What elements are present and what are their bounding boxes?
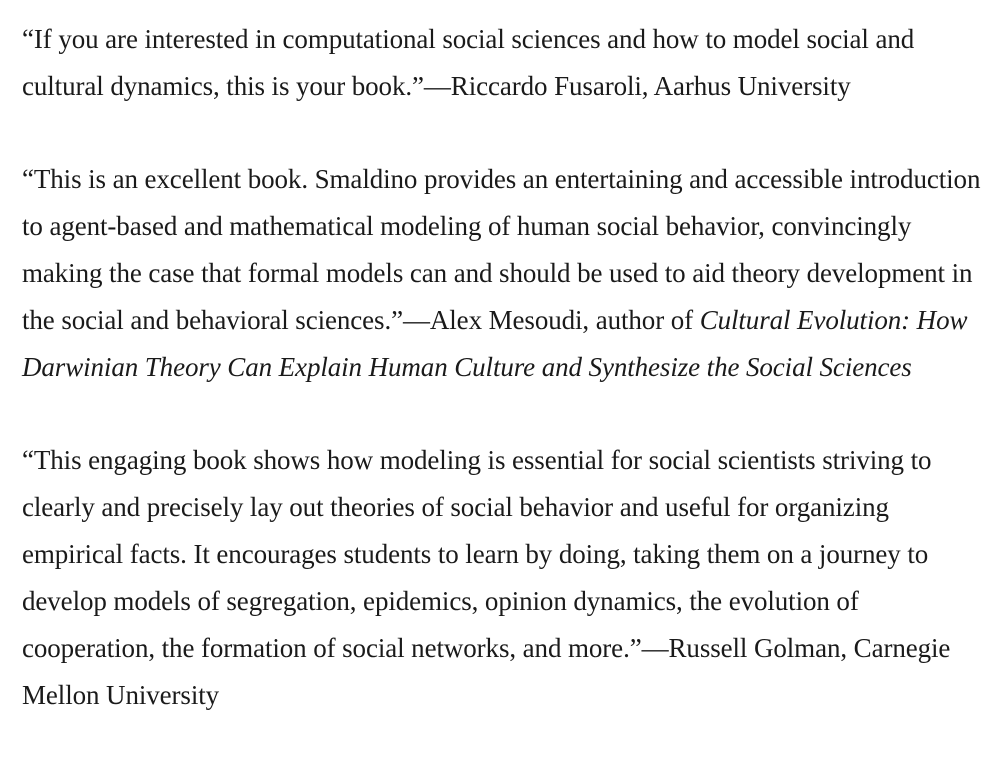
quote-text: “This is an excellent book. Smaldino provides an entertaining and accessible introduction to agent-based and mathematical modeling of human social behavior, convincingly making the case that formal models can and should be used to aid theory development in the social and behavioral sciences.” — [22, 164, 981, 335]
endorsement-golman — [22, 437, 986, 719]
quote-attribution: —Riccardo Fusaroli, Aarhus University — [423, 71, 851, 101]
endorsement-mesoudi — [22, 156, 986, 391]
quote-attribution: —Russell Golman, Carnegie Mellon University — [22, 633, 951, 710]
endorsement-fusaroli — [22, 16, 986, 110]
quote-attribution: —Alex Mesoudi, author of — [402, 305, 700, 335]
quote-text: “This engaging book shows how modeling is essential for social scientists striving to clearly and precisely lay out theories of social behavior and useful for organizing empirical facts. It encourages students to learn by doing, taking them on a journey to develop models of segregation, epidemics, opinion dynamics, the evolution of cooperation, the formation of social networks, and more.” — [22, 445, 932, 663]
quote-text: “If you are interested in computational social sciences and how to model social and cultural dynamics, this is your book.” — [22, 24, 915, 101]
book-title: Cultural Evolution: How Darwinian Theory Can Explain Human Culture and Synthesize the Social Sciences — [22, 305, 968, 382]
